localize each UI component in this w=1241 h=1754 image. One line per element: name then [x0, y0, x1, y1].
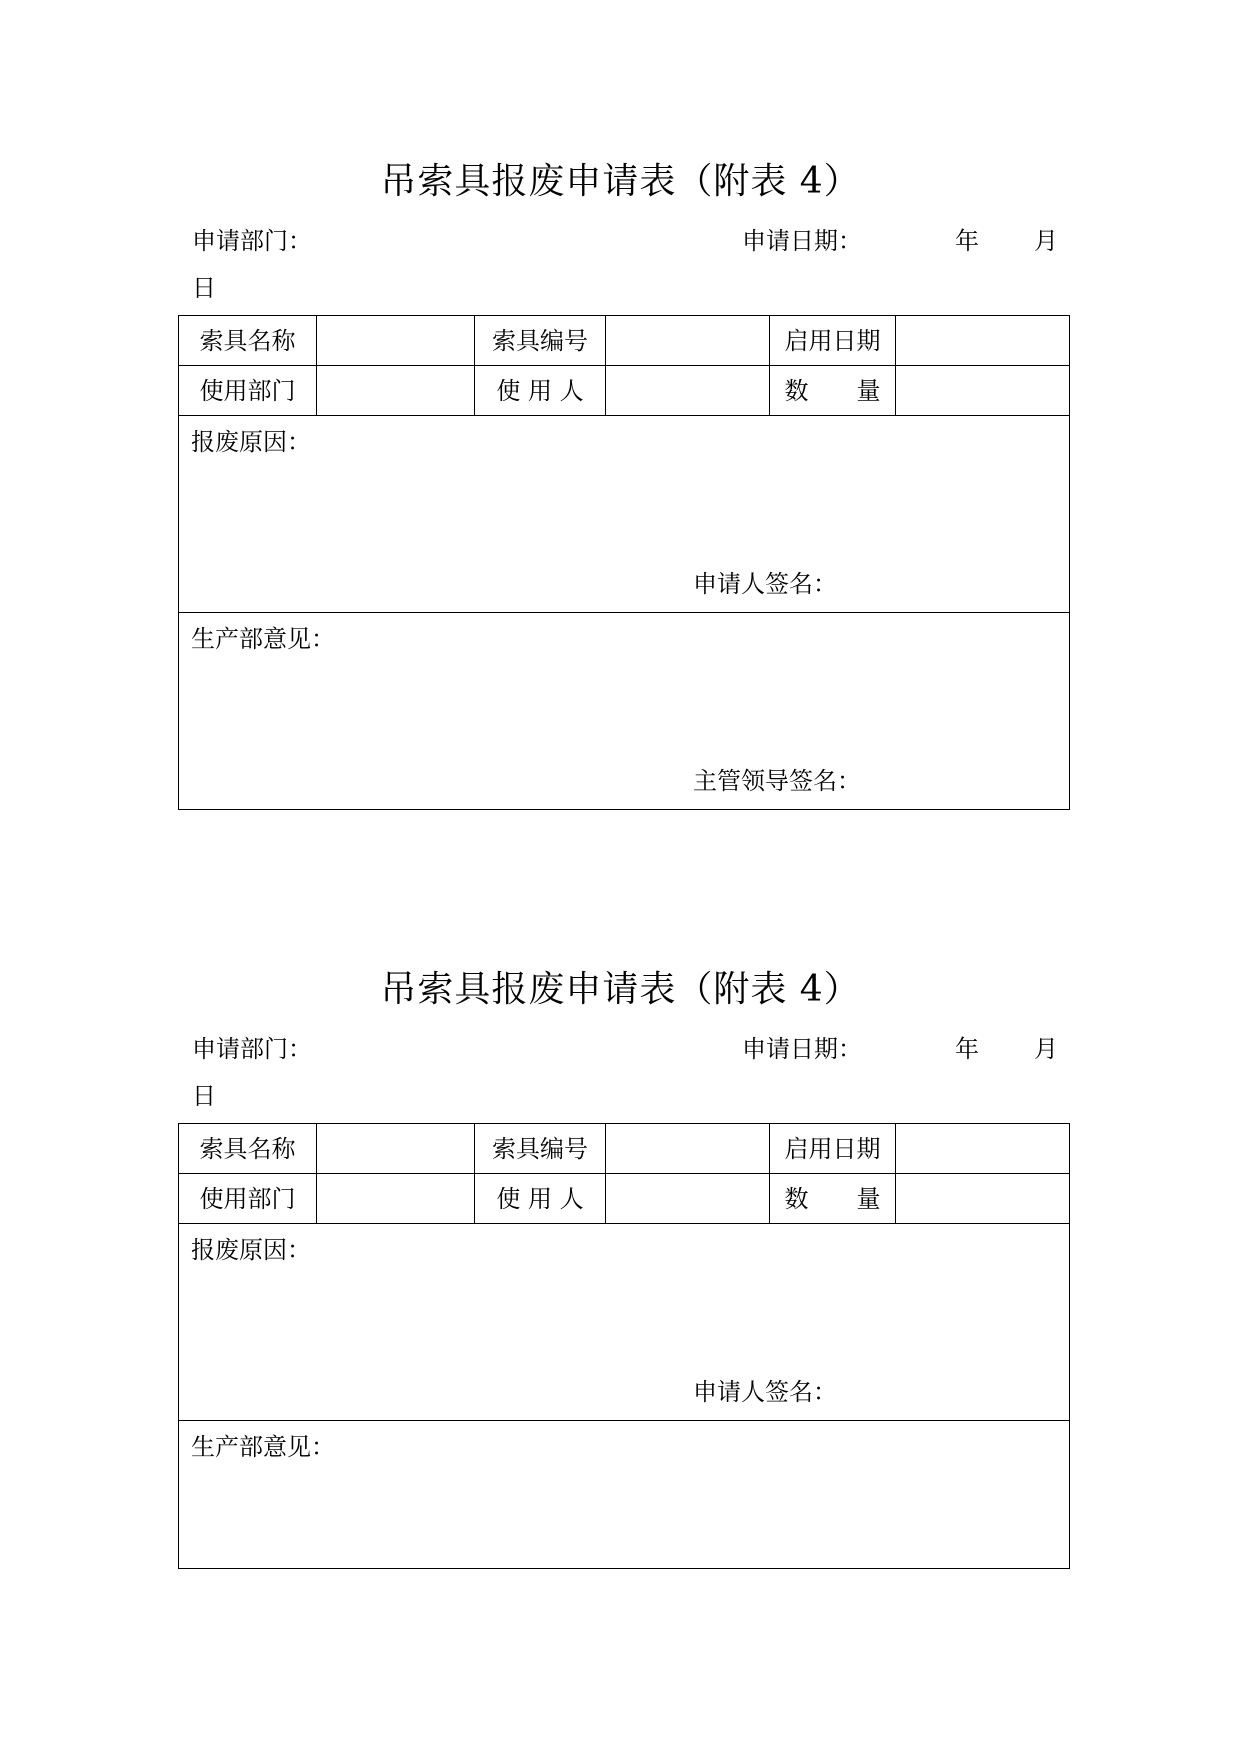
user-label: 使 用 人 — [475, 1174, 606, 1224]
start-date-label: 启用日期 — [770, 1124, 896, 1174]
using-department-field[interactable] — [317, 1174, 475, 1224]
table-row — [179, 366, 1070, 416]
production-opinion-label: 生产部意见： — [191, 1433, 335, 1461]
scrap-reason-label: 报废原因： — [191, 428, 311, 456]
quantity-field[interactable] — [896, 1174, 1070, 1224]
table-row — [179, 1174, 1070, 1224]
using-department-label: 使用部门 — [179, 366, 317, 416]
application-date-label: 申请日期： — [742, 1035, 862, 1063]
scrap-request-table — [178, 1123, 1070, 1569]
production-opinion-label: 生产部意见： — [191, 625, 335, 653]
day-label: 日 — [192, 274, 216, 302]
scrap-reason-field[interactable] — [179, 1224, 1070, 1421]
rigging-number-label: 索具编号 — [475, 1124, 606, 1174]
rigging-name-label: 索具名称 — [179, 1124, 317, 1174]
rigging-number-field[interactable] — [606, 316, 770, 366]
start-date-field[interactable] — [896, 1124, 1070, 1174]
scrap-reason-field[interactable] — [179, 416, 1070, 613]
using-department-label: 使用部门 — [179, 1174, 317, 1224]
scrap-reason-label: 报废原因： — [191, 1236, 311, 1264]
supervisor-signature-label: 主管领导签名： — [693, 767, 861, 795]
start-date-label: 启用日期 — [770, 316, 896, 366]
month-label: 月 — [1034, 1035, 1058, 1063]
year-label: 年 — [955, 227, 979, 255]
scrap-request-table — [178, 315, 1070, 810]
production-opinion-field[interactable] — [179, 1421, 1070, 1569]
table-row — [179, 1421, 1070, 1569]
rigging-name-label: 索具名称 — [179, 316, 317, 366]
rigging-name-field[interactable] — [317, 1124, 475, 1174]
day-label: 日 — [192, 1082, 216, 1110]
quantity-label: 数 量 — [770, 1174, 896, 1224]
table-row — [179, 416, 1070, 613]
quantity-field[interactable] — [896, 366, 1070, 416]
start-date-field[interactable] — [896, 316, 1070, 366]
application-date-label: 申请日期： — [742, 227, 862, 255]
production-opinion-field[interactable] — [179, 613, 1070, 810]
using-department-field[interactable] — [317, 366, 475, 416]
applying-department-label: 申请部门： — [192, 227, 312, 255]
user-field[interactable] — [606, 1174, 770, 1224]
user-label: 使 用 人 — [475, 366, 606, 416]
rigging-number-field[interactable] — [606, 1124, 770, 1174]
form-title: 吊索具报废申请表（附表 4） — [380, 161, 861, 202]
applicant-signature-label: 申请人签名： — [693, 570, 837, 598]
applicant-signature-label: 申请人签名： — [693, 1378, 837, 1406]
table-row — [179, 316, 1070, 366]
table-row — [179, 1124, 1070, 1174]
month-label: 月 — [1034, 227, 1058, 255]
table-row — [179, 613, 1070, 810]
quantity-label: 数 量 — [770, 366, 896, 416]
year-label: 年 — [955, 1035, 979, 1063]
table-row — [179, 1224, 1070, 1421]
user-field[interactable] — [606, 366, 770, 416]
applying-department-label: 申请部门： — [192, 1035, 312, 1063]
rigging-number-label: 索具编号 — [475, 316, 606, 366]
rigging-name-field[interactable] — [317, 316, 475, 366]
form-title: 吊索具报废申请表（附表 4） — [380, 969, 861, 1010]
